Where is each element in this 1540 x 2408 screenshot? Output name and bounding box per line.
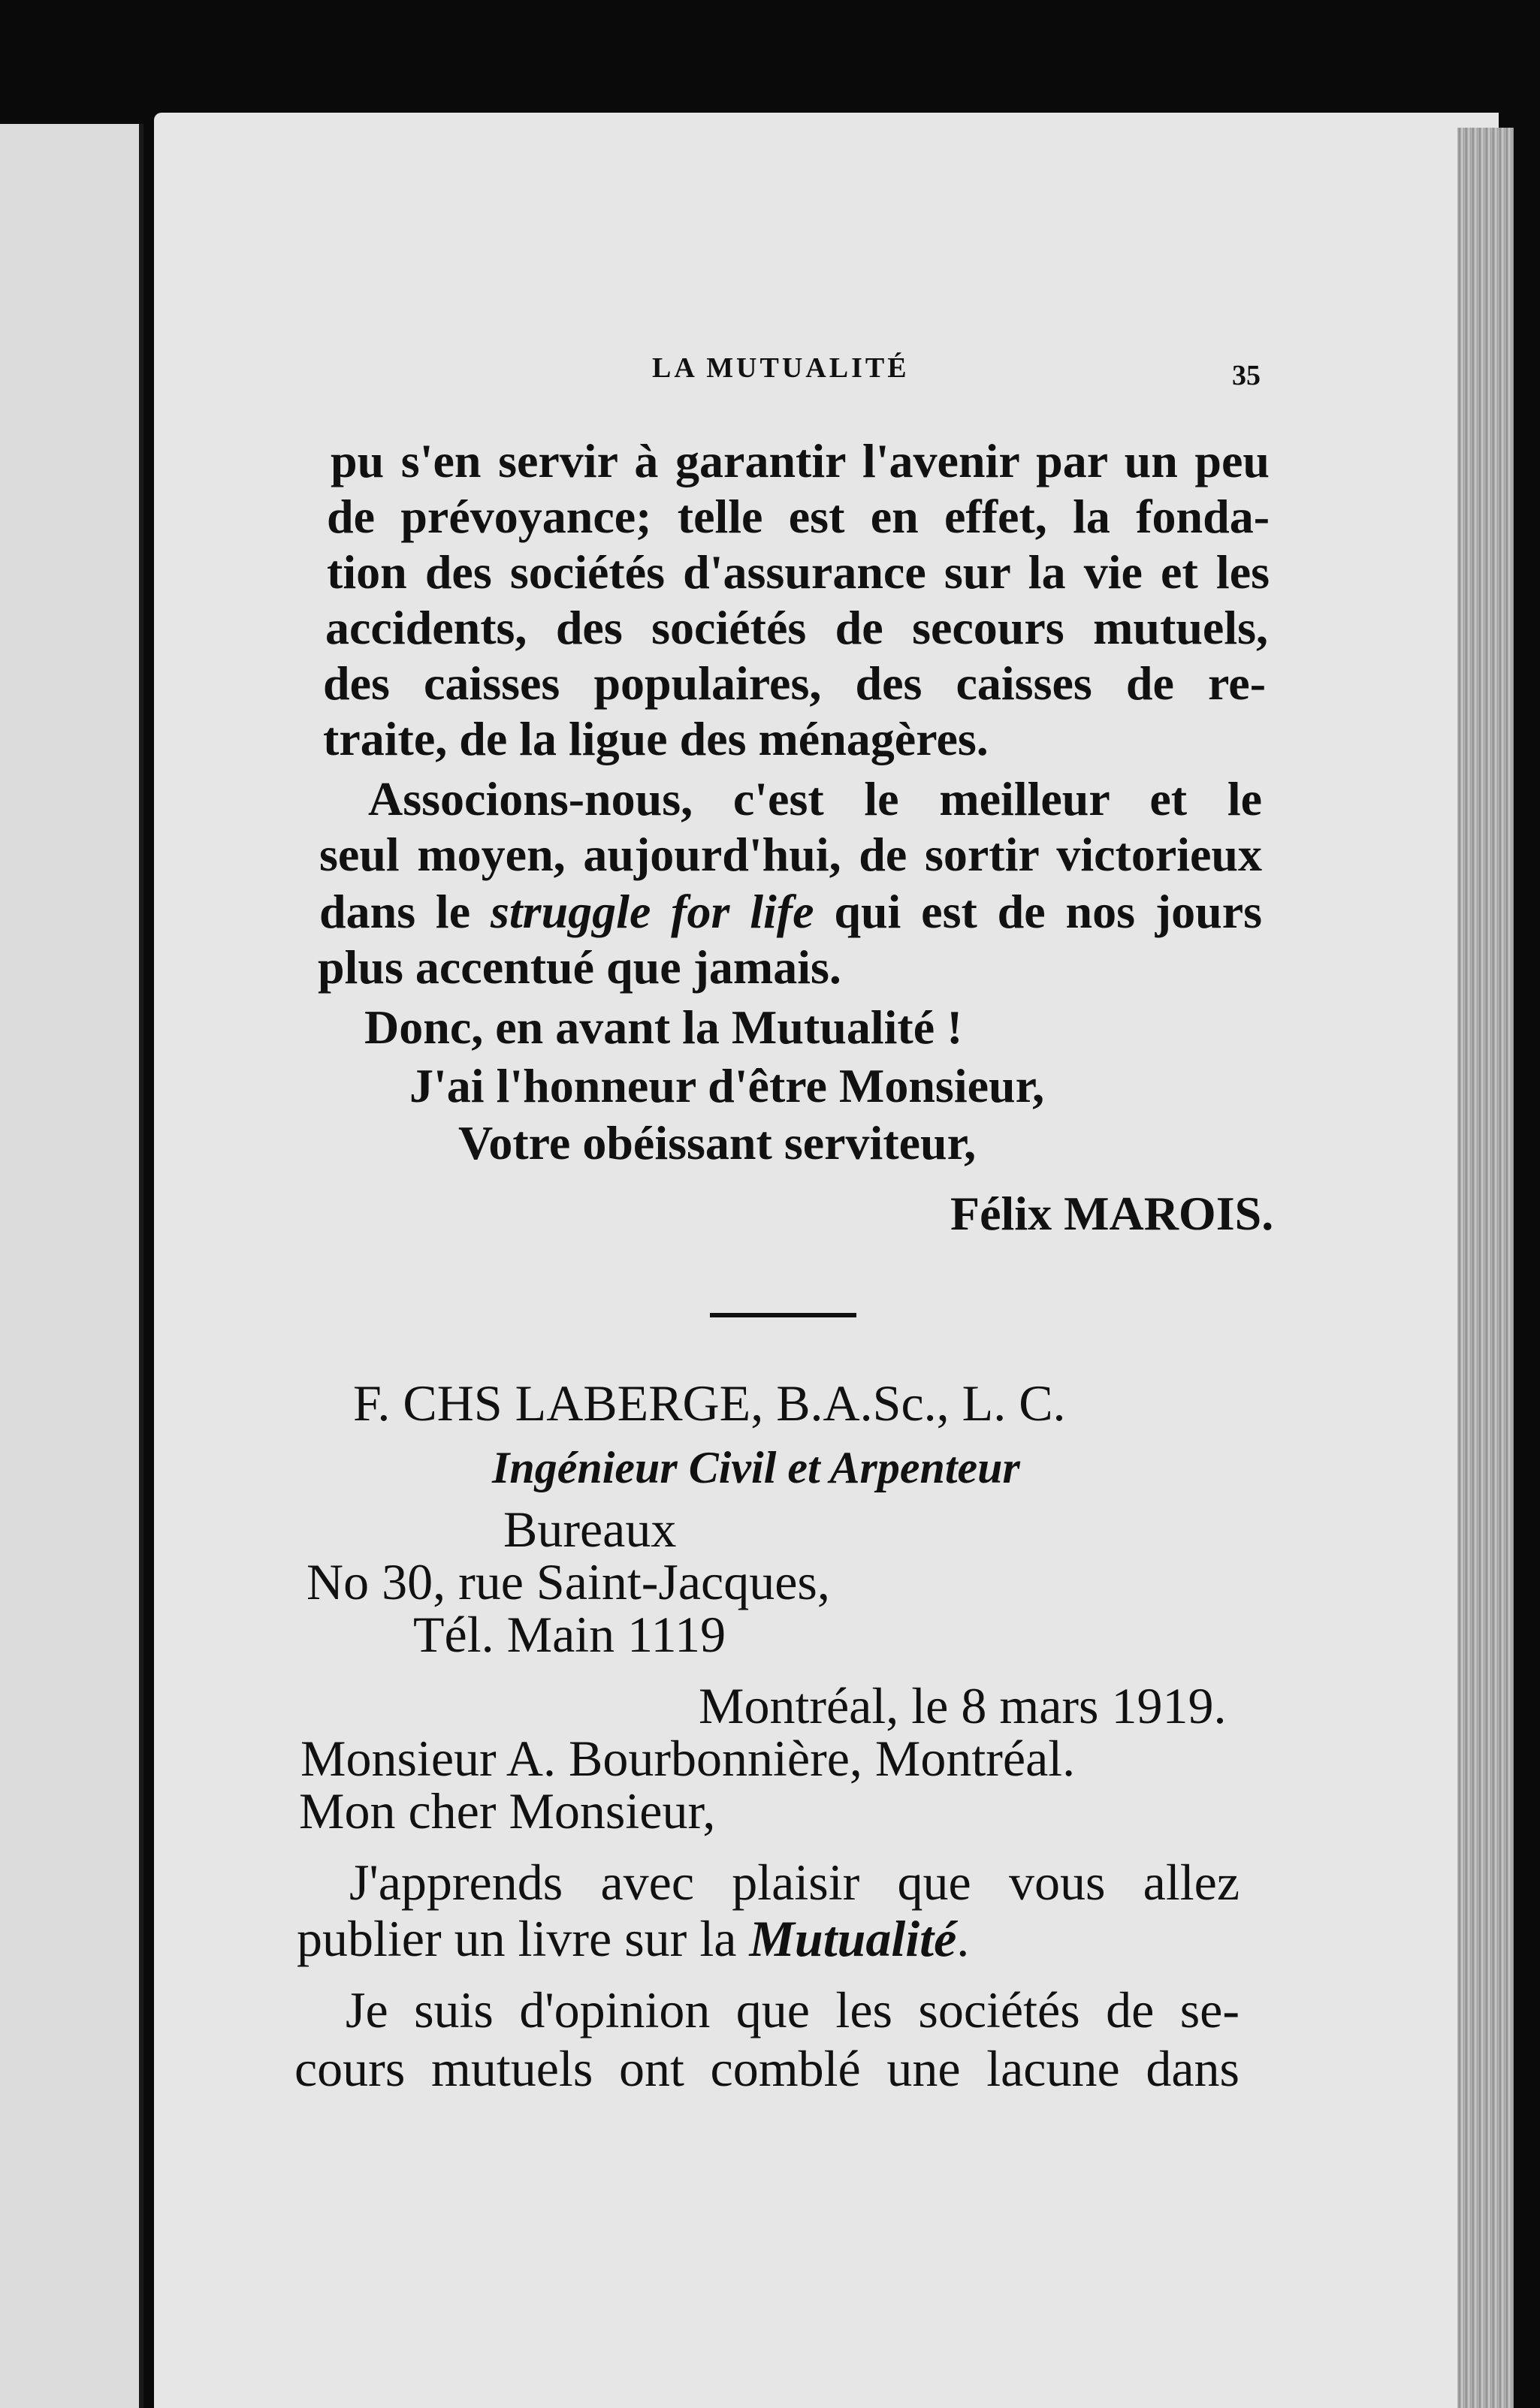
body-line-2: de prévoyance; telle est en effet, la fonda-	[327, 490, 1270, 543]
bureaux-label: Bureaux	[503, 1501, 677, 1558]
sender-address: No 30, rue Saint-Jacques,	[306, 1553, 830, 1610]
facing-page-edge	[0, 124, 143, 2408]
section-divider	[710, 1313, 856, 1317]
body-line-4: accidents, des sociétés de secours mutuels,	[325, 601, 1268, 654]
body-line-8: seul moyen, aujourd'hui, de sortir victorieux	[319, 828, 1262, 881]
paragraph-2-line-2: cours mutuels ont comblé une lacune dans	[294, 2040, 1240, 2097]
body-line-5: des caisses populaires, des caisses de re-	[323, 656, 1266, 710]
salutation: Mon cher Monsieur,	[299, 1782, 716, 1839]
italic-word: Mutualité	[749, 1910, 957, 1967]
paragraph-1-line-2	[297, 1912, 969, 1966]
paragraph-1-line-1: J'apprends avec plaisir que vous allez	[349, 1854, 1240, 1911]
signature: Félix MAROIS.	[950, 1187, 1274, 1240]
running-head: LA MUTUALITÉ	[652, 352, 910, 384]
body-line-7: Associons-nous, c'est le meilleur et le	[368, 772, 1262, 825]
closing-line-1: J'ai l'honneur d'être Monsieur,	[409, 1059, 1045, 1112]
paragraph-2-line-1: Je suis d'opinion que les sociétés de se-	[346, 1981, 1240, 2038]
page-number: 35	[1232, 360, 1261, 391]
sender-phone: Tél. Main 1119	[413, 1606, 726, 1663]
sender-name: F. CHS LABERGE, B.A.Sc., L. C.	[353, 1374, 1066, 1432]
text-run: qui est de nos jours	[814, 885, 1263, 938]
body-line-10: plus accentué que jamais.	[318, 940, 841, 994]
closing-line-2: Votre obéissant serviteur,	[458, 1116, 977, 1169]
body-line-11: Donc, en avant la Mutualité !	[364, 1000, 963, 1054]
text-run: .	[956, 1910, 970, 1967]
text-run: publier un livre sur la	[297, 1910, 750, 1967]
body-line-3: tion des sociétés d'assurance sur la vie et les	[327, 545, 1270, 599]
sender-title	[492, 1441, 1020, 1495]
letter-date: Montréal, le 8 mars 1919.	[699, 1677, 1227, 1734]
italic-title: Ingénieur Civil et Arpenteur	[492, 1443, 1020, 1492]
page-stack-edge	[1457, 128, 1514, 2408]
body-line-6: traite, de la ligue des ménagères.	[323, 712, 989, 765]
body-line-1: pu s'en servir à garantir l'avenir par un peu	[331, 434, 1270, 487]
italic-phrase: struggle for life	[490, 885, 814, 938]
text-run: dans le	[319, 885, 491, 938]
recipient: Monsieur A. Bourbonnière, Montréal.	[300, 1730, 1076, 1787]
body-line-9	[319, 885, 1262, 938]
